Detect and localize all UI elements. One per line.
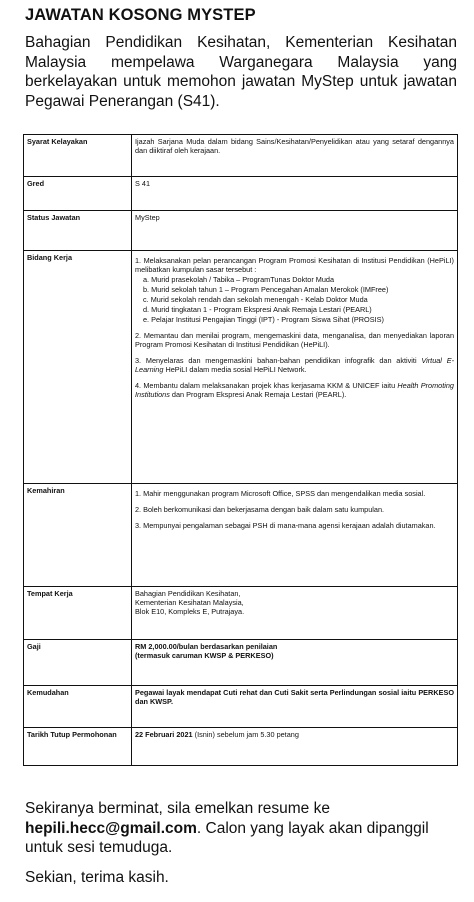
row-kemahiran (24, 484, 458, 587)
duty-1-sublist (135, 275, 454, 324)
duty-1-text: 1. Melaksanakan pelan perancangan Program Promosi Kesihatan di Institusi Pendidikan (HePiLI) melibatkan kumpulan sasar tersebut : (135, 256, 454, 274)
duty-sub-item: d. Murid tingkatan 1 - Program Ekspresi Anak Remaja Lestari (PEARL) (143, 305, 372, 314)
label-status: Status Jawatan (24, 211, 132, 251)
label-syarat: Syarat Kelayakan (24, 135, 132, 177)
duty-2-text: 2. Memantau dan menilai program, mengemaskini data, menganalisa, dan menyediakan laporan Program Promosi Kesihatan di Institusi Pendidikan (HePiLI). (135, 331, 454, 349)
intro-paragraph: Bahagian Pendidikan Kesihatan, Kementerian Kesihatan Malaysia mempelawa Warganegara Malaysia yang berkelayakan untuk memohon jawatan MyStep untuk jawatan Pegawai Penerangan (S41). (25, 34, 457, 110)
duty-sub-item: c. Murid sekolah rendah dan sekolah menengah - Kelab Doktor Muda (143, 295, 368, 304)
row-kemudahan (24, 686, 458, 728)
duty-item (135, 356, 454, 374)
label-tarikh: Tarikh Tutup Permohonan (24, 728, 132, 766)
duty-4-text: 4. Membantu dalam melaksanakan projek khas kerjasama KKM & UNICEF iaitu Health Promoting Institutions dan Program Ekspresi Anak Remaja Lestari (PEARL). (135, 381, 454, 399)
row-tarikh (24, 728, 458, 766)
value-tempat: Bahagian Pendidikan Kesihatan, Kementerian Kesihatan Malaysia, Blok E10, Kompleks E, Putrajaya. (132, 587, 458, 640)
duty-sub-item: b. Murid sekolah tahun 1 – Program Pencegahan Amalan Merokok (IMFree) (143, 285, 389, 294)
row-status (24, 211, 458, 251)
duty-sub-item: a. Murid prasekolah / Tabika – ProgramTunas Doktor Muda (143, 275, 335, 284)
label-kemudahan: Kemudahan (24, 686, 132, 728)
row-gred (24, 177, 458, 211)
row-syarat (24, 135, 458, 177)
value-kemahiran (132, 484, 458, 587)
contact-email: hepili.hecc@gmail.com (25, 819, 197, 837)
duty-item (135, 381, 454, 399)
value-tarikh: 22 Februari 2021 (Isnin) sebelum jam 5.30 petang (132, 728, 458, 766)
requirements-table (23, 134, 458, 766)
duty-sub-item: e. Pelajar Institusi Pengajian Tinggi (IPT) - Program Siswa Sihat (PROSIS) (143, 315, 384, 324)
value-bidang (132, 251, 458, 484)
value-kemudahan: Pegawai layak mendapat Cuti rehat dan Cuti Sakit serta Perlindungan sosial iaitu PERKESO dan KWSP. (132, 686, 458, 728)
closing-line: Sekian, terima kasih. (25, 869, 169, 886)
skill-item: 1. Mahir menggunakan program Microsoft Office, SPSS dan mengendalikan media sosial. (135, 489, 426, 498)
row-bidang (24, 251, 458, 484)
page-title: JAWATAN KOSONG MYSTEP (25, 6, 256, 24)
label-gaji: Gaji (24, 640, 132, 686)
skill-item: 2. Boleh berkomunikasi dan bekerjasama dengan baik dalam satu kumpulan. (135, 505, 385, 514)
value-gred: S 41 (132, 177, 458, 211)
label-tempat: Tempat Kerja (24, 587, 132, 640)
label-gred: Gred (24, 177, 132, 211)
outro-paragraph: Sekiranya berminat, sila emelkan resume ke hepili.hecc@gmail.com. Calon yang layak akan dipanggil untuk sesi temuduga. (25, 800, 429, 856)
duty-item (135, 331, 454, 349)
duties-list (135, 256, 454, 399)
duty-item (135, 256, 454, 324)
row-gaji (24, 640, 458, 686)
value-syarat: Ijazah Sarjana Muda dalam bidang Sains/Kesihatan/Penyelidikan atau yang setaraf dengannya dan diiktiraf oleh kerajaan. (132, 135, 458, 177)
skill-item: 3. Mempunyai pengalaman sebagai PSH di mana-mana agensi kerajaan adalah diutamakan. (135, 521, 436, 530)
value-status: MyStep (132, 211, 458, 251)
value-gaji: RM 2,000.00/bulan berdasarkan penilaian (termasuk caruman KWSP & PERKESO) (132, 640, 458, 686)
duty-3-text: 3. Menyelaras dan mengemaskini bahan-bahan pendidikan infografik dan aktiviti Virtual E-Learning HePiLI dalam media sosial HePiLI Network. (135, 356, 454, 374)
label-bidang: Bidang Kerja (24, 251, 132, 484)
label-kemahiran: Kemahiran (24, 484, 132, 587)
row-tempat (24, 587, 458, 640)
